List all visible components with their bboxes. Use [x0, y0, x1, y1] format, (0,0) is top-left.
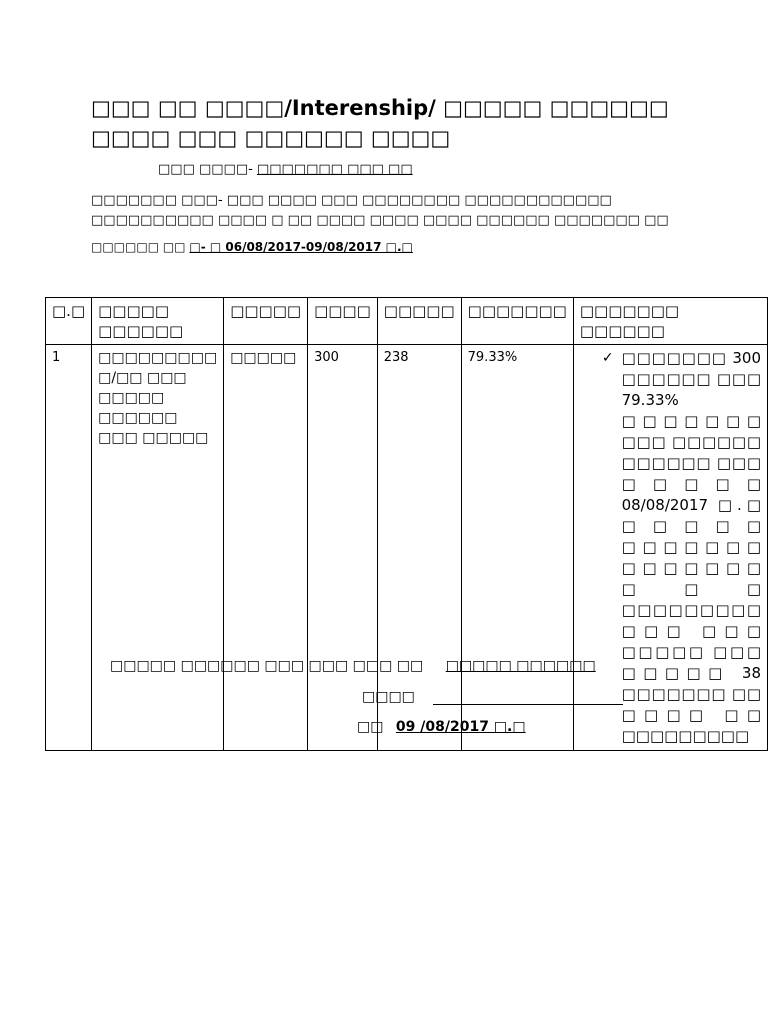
checkmark-icon: ✓ [601, 350, 614, 366]
objective-text: □□□□□□□ □□□- □□□ □□□□ □□□ □□□□□□□□ □□□□□□□□□□□□ □□□□□□□□□□ □□□□ □ □□ □□□□ □□□□ □□□□ □□□□□□ □□□□□□□ □□ [91, 193, 669, 228]
cell-activity: □□□□□□□□□ □/□□ □□□ □□□□□ □□□□□□ □□□ □□□□□ [92, 345, 224, 751]
col-header-target: □□□□ [308, 298, 378, 345]
date-value: 09 /08/2017 □.□ [395, 719, 526, 735]
remarks-text: □□□□□□□ 300 □□□□□□ □□□ 79.33% □□□□□□□ □□□ □□□□□□ □□□□□□ □□□ □□□□□ 08/08/2017 □.□ □□□□□ □□□□□□□ □□□□□□□ □□□ □□□□□□□□□ □□□ □□□ □□□□□ □□□ □□□□□ 38 □□□□□□□ □□ □□□□ □□ □□□□□□□□□ [621, 349, 761, 745]
signature-blank [433, 690, 623, 705]
col-header-sno: □.□ [46, 298, 92, 345]
date-label: □□ [357, 719, 384, 735]
col-header-percent: □□□□□□□ [461, 298, 573, 345]
cell-achieved: 238 [377, 345, 461, 751]
signature-line [362, 689, 623, 705]
cell-sno: 1 [46, 345, 92, 751]
footer-note [110, 658, 596, 674]
cell-percent: 79.33% [461, 345, 573, 751]
period-line [91, 240, 413, 254]
subject-line [158, 162, 413, 177]
col-header-remarks: □□□□□□□ □□□□□□ [573, 298, 767, 345]
report-table [45, 297, 768, 751]
col-header-achieved: □□□□□ [377, 298, 461, 345]
subject-label: □□□ □□□□- [158, 162, 253, 177]
remarks-bullet [580, 348, 761, 747]
footer-note-text: □□□□□ □□□□□□ □□□ □□□ □□□ □□ [110, 658, 424, 674]
period-label: □□□□□□ □□ [91, 240, 186, 254]
col-header-activity: □□□□□ □□□□□□ [92, 298, 224, 345]
subject-value: □□□□□□□ □□□ □□ [256, 162, 413, 177]
table-header-row [46, 298, 768, 345]
signature-label: □□□□ [362, 689, 415, 705]
period-value: □- □ 06/08/2017-09/08/2017 □.□ [189, 240, 413, 254]
date-line [357, 719, 526, 735]
document-title: □□□ □□ □□□□/Interenship/ □□□□□ □□□□□□ □□□□ □□□ □□□□□□ □□□□ [91, 96, 669, 150]
cell-target: 300 [308, 345, 378, 751]
footer-note-underlined: □□□□□ □□□□□□ [445, 658, 596, 674]
cell-place: □□□□□ [224, 345, 308, 751]
col-header-place: □□□□□ [224, 298, 308, 345]
